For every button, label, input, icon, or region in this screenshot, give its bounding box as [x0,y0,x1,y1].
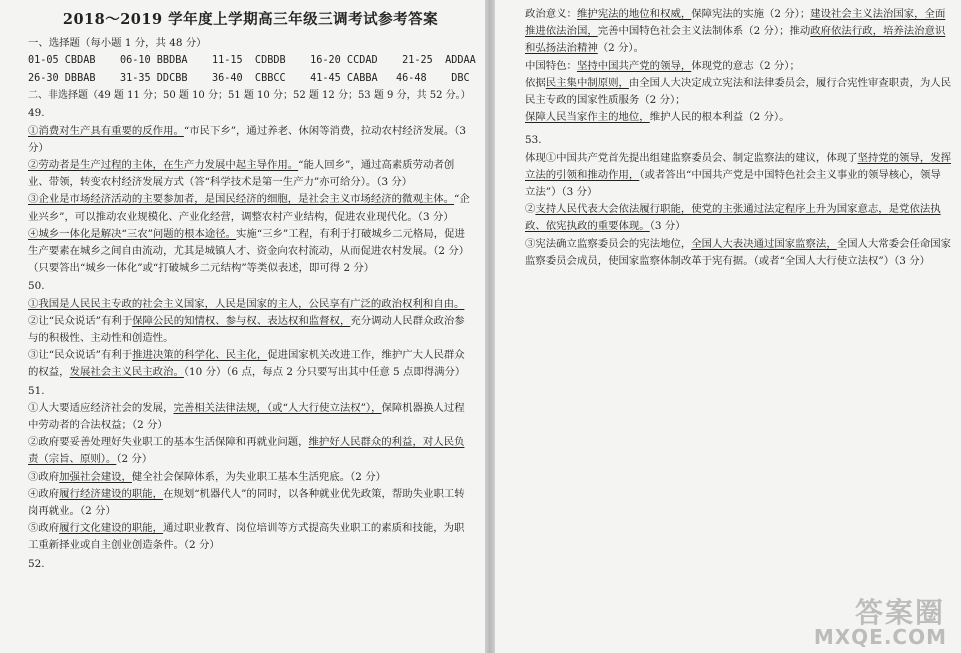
q52-ps-key-4: 培养法治意识和弘扬法治精神 [525,25,946,55]
q52-ps-text-2: 完善中国特色社会主义法制体系（2 分）；推动 [597,25,811,38]
q52-chinese-characteristics [525,58,951,75]
q52-people-as-masters [525,109,951,126]
q53-point-1-key-2: 发挥立法的引领和推动作用， [525,151,952,181]
q49-point-3-text: “企业兴乡”，可以推动农业规模化、产业化经营，调整农村产业结构，促进农业现代化。（3 分） [28,193,470,223]
section-heading-nonchoice: 二、非选择题（49 题 11 分；50 题 10 分；51 题 10 分；52 题 12 分；53 题 9 分，共 52 分。） [28,90,471,102]
q52-pm-text: 维护人民的根本利益（2 分）。 [649,111,790,124]
q51-point-2-score: （2 分） [116,453,153,466]
question-50-number: 50. [28,280,45,293]
q51-point-1-key: 完善相关法律法规， [173,401,267,414]
q49-point-3-key: ③企业是市场经济活动的主要参加者，是国民经济的细胞，是社会主义市场经济的微观主体。 [28,193,455,206]
q50-point-2-key: 保障公民的知情权、参与权、表达权和监督权， [132,314,351,327]
q51-point-5-text: 通过职业教育、岗位培训等方式提高失业职工的素质和技能，为职工重新择业或自主创业创造条件。（2 分） [28,522,465,552]
q52-democratic-centralism [525,75,951,109]
q50-scoring-note: （10 分）（6 点，每点 2 分只要写出其中任意 5 点即得满分） [183,366,466,379]
q53-point-2 [525,201,951,235]
q51-point-4-text: 在规划“机器代人”的同时，以各种就业优先政策，帮助失业职工转岗再就业。（2 分） [28,487,465,518]
q51-point-2-key: 维护好人民群众的利益，对人民负责（宗旨、原则）。 [28,436,465,466]
right-page [495,0,961,653]
q51-point-1-alt: （或“人大行使立法权”）， [266,401,382,414]
q53-point-1-text: （或者答出“中国共产党是中国特色社会主义事业的领导核心，领导立法”）（3 分） [525,168,941,199]
q49-point-1-text: “市民下乡”，通过养老、休闲等消费，拉动农村经济发展。（3 分） [28,124,467,154]
q51-point-3-key: 加强社会建设， [59,470,132,483]
watermark-logo-text: 答案圈 [854,596,945,629]
q53-point-3-lead: ③宪法确立监察委员会的宪法地位， [525,237,692,250]
page-gutter [485,0,495,653]
q50-point-1 [28,296,473,313]
q49-point-4 [28,226,473,278]
q52-pm-key: 保障人民当家作主的地位， [525,111,650,124]
q52-ps-key-2: 建设社会主义法治国家，全面推进依法治国， [525,8,946,38]
q51-point-3-text: 健全社会保障体系，为失业职工基本生活兜底。（2 分） [131,470,386,483]
q49-point-2-text: “能人回乡”，通过高素质劳动者创业、带领，转变农村经济发展方式（答“科学技术是第一生产力”亦可给分）。（3 分） [28,159,455,189]
question-53-number: 53. [525,134,542,147]
q50-point-1-key-2: 公民享有广泛的政治权利和自由。 [308,297,465,310]
q51-point-3 [28,469,473,486]
q53-point-3-text: 全国人大常委会任命国家监察委员会成员，使国家监察体制改革于宪有据。（或者“全国人大行使立法权”）（3 分） [525,237,952,267]
question-49-number: 49. [28,107,45,120]
q52-political-significance [525,6,951,58]
mcq-answers-row-1: 01-05 CBDAB 06-10 BBDBA 11-15 CDBDB 16-20 CCDAD 21-25 ADDAA [28,55,476,67]
q51-point-1-text: 保障机器换人过程中劳动者的合法权益；（2 分） [28,401,465,432]
q53-point-2-key: 支持人民代表大会依法履行职能，使党的主张通过法定程序上升为国家意志， [535,203,889,216]
q49-point-2-key: ②劳动者是生产过程的主体，在生产力发展中起主导作用。 [28,159,299,172]
q50-point-1-key: ①我国是人民民主专政的社会主义国家，人民是国家的主人， [28,297,309,310]
q52-cc-key: 坚持中国共产党的领导， [576,59,692,72]
mcq-answers-row-2: 26-30 DBBAB 31-35 DDCBB 36-40 CBBCC 41-45 CABBA 46-48 DBC [28,72,470,84]
q51-point-1 [28,400,473,434]
q50-point-3-key-2: 发展社会主义民主政治。 [69,366,184,379]
question-51-number: 51. [28,384,45,397]
question-52-number: 52. [28,557,45,570]
q53-point-1-key: 坚持党的领导， [857,151,931,164]
q52-cc-text: 体现党的意志（2 分）； [691,59,800,72]
q52-ps-lead: 政治意义： [525,8,577,20]
q49-point-1 [28,123,473,157]
q53-point-3-key: 全国人大表决通过国家监察法， [691,237,837,250]
q49-point-4-text: 实施“三乡”工程，有利于打破城乡二元格局，促进生产要素在城乡之间自由流动，尤其是城镇人才、资金向农村流动，从而促进农村发展。（2 分）（只要答出“城乡一体化”或“打破城乡二元结构”等类似表述，即可得 2 分） [28,227,470,275]
q53-point-3 [525,236,951,270]
q52-ps-key-3: 政府依法行政， [810,25,883,38]
q50-point-3 [28,347,473,381]
section-heading-choice: 一、选择题（每小题 1 分，共 48 分） [28,37,207,49]
q52-dc-key: 民主集中制原则， [545,76,629,89]
q51-point-4-lead: ④政府 [28,487,60,500]
q49-point-1-key: ①消费对生产具有重要的反作用。 [28,124,184,137]
q51-point-5-lead: ⑤政府 [28,522,60,535]
q49-point-3 [28,191,473,225]
q51-point-2-lead: ②政府要妥善处理好失业职工的基本生活保障和再就业问题， [28,436,309,449]
q50-point-3-lead: ③让“民众说话”有利于 [28,349,133,362]
q52-ps-key-1: 维护宪法的地位和权威， [576,8,692,20]
q51-point-1-lead: ①人大要适应经济社会的发展， [28,401,174,414]
q50-point-2 [28,313,473,347]
q53-point-2-lead: ② [525,203,536,216]
q50-point-2-text: 充分调动人民群众政治参与的积极性、主动性和创造性。 [28,314,465,345]
q51-point-4-key: 履行经济建设的职能， [59,487,164,500]
q50-point-2-lead: ②让“民众说话”有利于 [28,314,133,327]
q50-point-3-text: 促进国家机关改进工作，维护广大人民群众的权益， [28,349,465,379]
q49-point-2 [28,157,473,191]
q52-dc-text: 由全国人大决定成立宪法和法律委员会，履行合宪性审查职责，为人民民主专政的国家性质服务（2 分）； [525,76,952,107]
q51-point-4 [28,486,473,520]
site-watermark [805,589,955,649]
q52-ps-score: （2 分）。 [597,42,645,55]
q50-point-3-key: 推进决策的科学化、民主化， [132,349,268,362]
q53-point-1 [525,150,951,202]
q51-point-5 [28,520,473,554]
q52-cc-lead: 中国特色： [525,59,577,72]
q49-point-4-key: ④城乡一体化是解决“三农”问题的根本途径。 [28,227,237,240]
q52-dc-lead: 依据 [525,76,546,89]
q51-point-5-key: 履行文化建设的职能， [59,522,164,535]
q51-point-3-lead: ③政府 [28,470,60,483]
q53-point-1-lead: 体现①中国共产党首先提出组建监察委员会、制定监察法的建议，体现了 [525,151,858,164]
watermark-url: MXQE.COM [813,625,947,649]
q52-ps-text-1: 保障宪法的实施（2 分）； [691,8,811,20]
page-title: 2018～2019 学年度上学期高三年级三调考试参考答案 [62,11,439,28]
q53-point-2-key-2: 是党依法执政、依宪执政的重要体现。 [525,203,941,233]
q51-point-2 [28,434,473,468]
q53-point-2-score: （3 分） [649,220,686,233]
